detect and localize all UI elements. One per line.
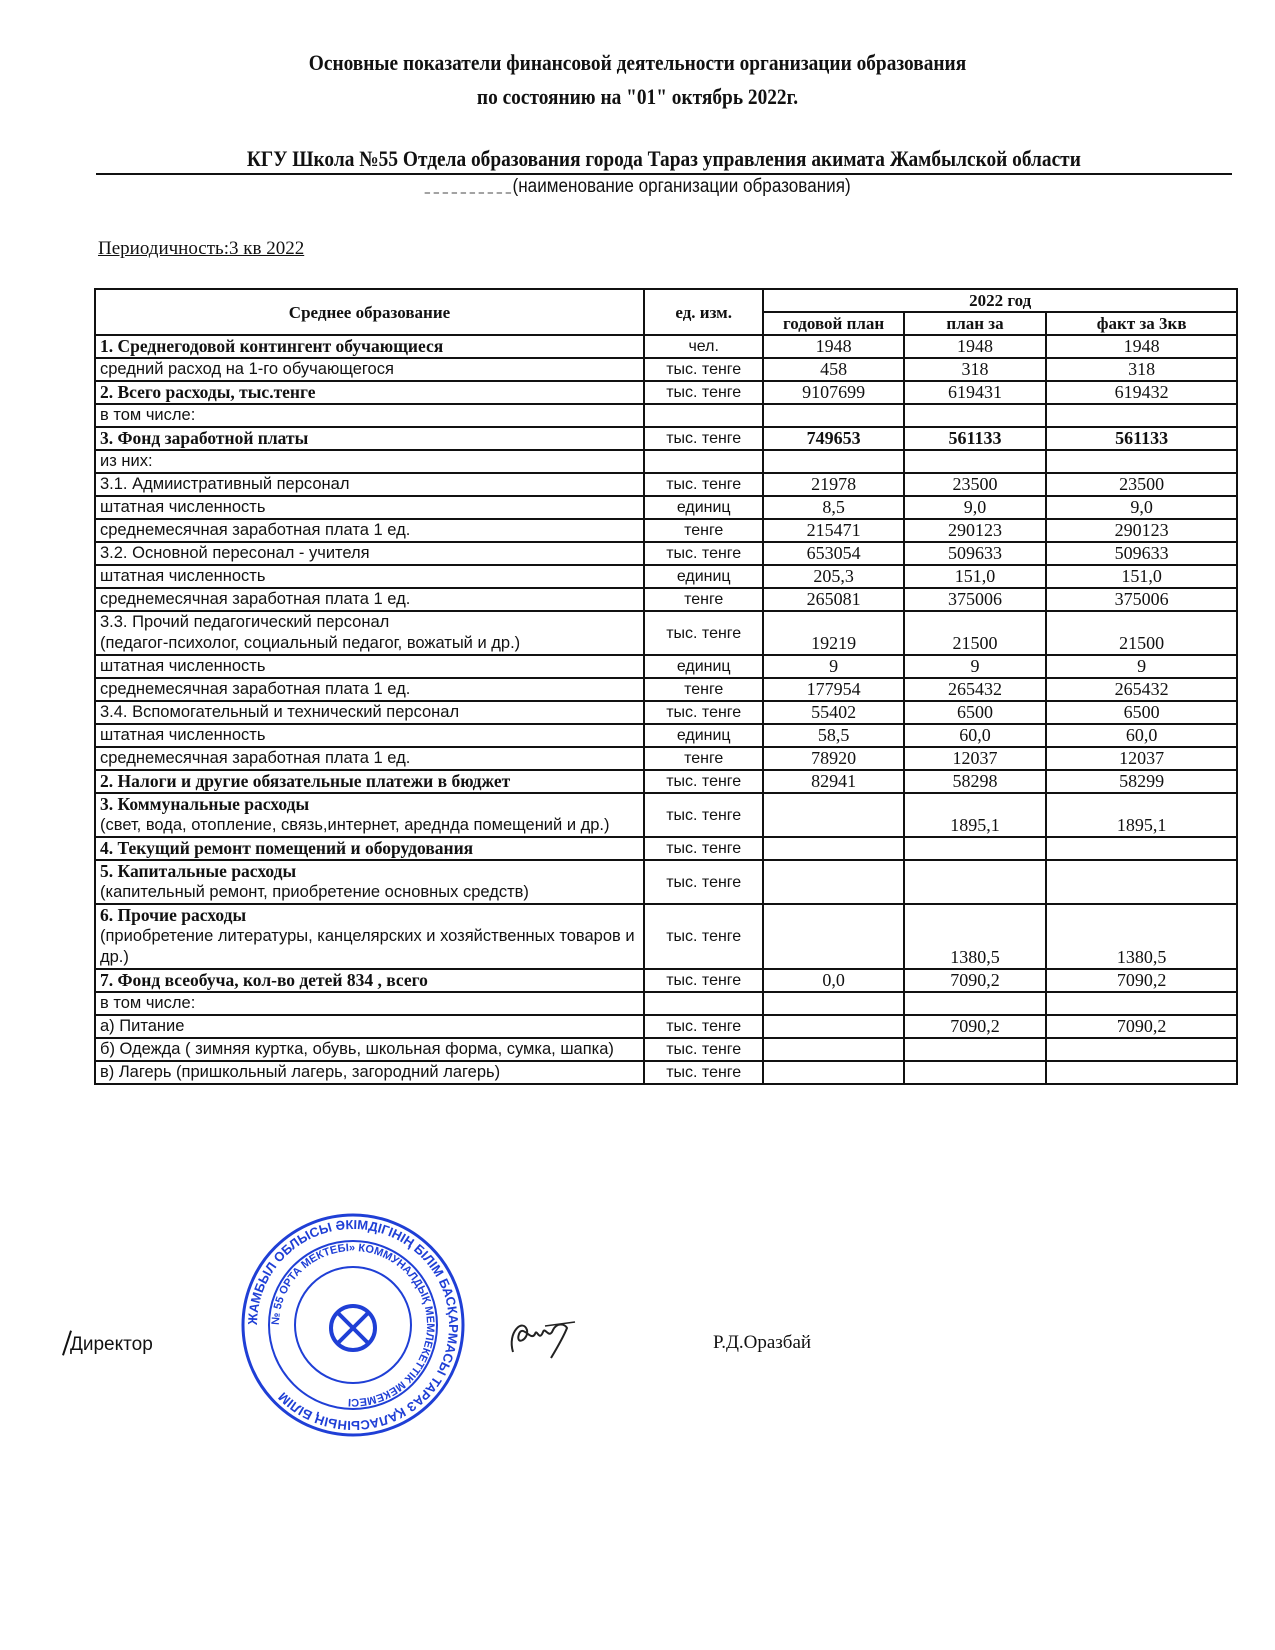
plan-value	[904, 1038, 1046, 1061]
fact-value: 509633	[1046, 542, 1237, 565]
fact-value: 1948	[1046, 335, 1237, 358]
row-label-note: (капительный ремонт, приобретение основных средств)	[100, 883, 529, 901]
row-unit: тыс. тенге	[644, 611, 763, 655]
annual-plan-value: 265081	[763, 588, 903, 611]
fact-value	[1046, 404, 1237, 427]
annual-plan-value	[763, 404, 903, 427]
row-label-text: а) Питание	[100, 1017, 185, 1035]
row-unit: тенге	[644, 519, 763, 542]
official-stamp-icon	[238, 1210, 468, 1440]
row-label	[95, 588, 644, 611]
plan-value: 60,0	[904, 724, 1046, 747]
annual-plan-value: 21978	[763, 473, 903, 496]
row-label-text: из них:	[100, 452, 153, 470]
annual-plan-value: 9	[763, 655, 903, 678]
row-unit: тыс. тенге	[644, 969, 763, 992]
fact-value: 1380,5	[1046, 904, 1237, 969]
table-header-row	[95, 289, 1237, 312]
row-label-text: средний расход на 1-го обучающегося	[100, 360, 394, 378]
stamp-outer-textpath: ЖАМБЫЛ ОБЛЫСЫ ӘКІМДІГІНІҢ БІЛІМ БАСҚАРМАСЫ ТАРАЗ ҚАЛАСЫНЫҢ БІЛІМ	[244, 1216, 462, 1434]
row-unit: чел.	[644, 335, 763, 358]
fact-value: 1895,1	[1046, 793, 1237, 837]
plan-value: 23500	[904, 473, 1046, 496]
row-label	[95, 724, 644, 747]
annual-plan-value: 215471	[763, 519, 903, 542]
row-unit: единиц	[644, 724, 763, 747]
row-unit: единиц	[644, 496, 763, 519]
plan-value: 7090,2	[904, 969, 1046, 992]
fact-value: 7090,2	[1046, 969, 1237, 992]
row-label	[95, 473, 644, 496]
row-label	[95, 611, 644, 655]
table-row	[95, 519, 1237, 542]
row-label-text: среднемесячная заработная плата 1 ед.	[100, 590, 411, 608]
row-label-text: штатная численность	[100, 498, 266, 516]
row-label	[95, 969, 644, 992]
row-label	[95, 837, 644, 860]
row-unit: тыс. тенге	[644, 381, 763, 404]
row-unit: тенге	[644, 678, 763, 701]
row-unit: тыс. тенге	[644, 473, 763, 496]
fact-value: 58299	[1046, 770, 1237, 793]
row-label-text: 3.1. Адмиистративный персонал	[100, 475, 350, 493]
row-label-text: б) Одежда ( зимняя куртка, обувь, школьная форма, сумка, шапка)	[100, 1040, 614, 1058]
plan-value: 561133	[904, 427, 1046, 450]
fact-value: 375006	[1046, 588, 1237, 611]
annual-plan-value: 0,0	[763, 969, 903, 992]
plan-value: 9	[904, 655, 1046, 678]
annual-plan-value	[763, 1061, 903, 1084]
row-unit: тыс. тенге	[644, 860, 763, 904]
row-label-note: (приобретение литературы, канцелярских и хозяйственных товаров и др.)	[100, 927, 635, 966]
fact-value	[1046, 1038, 1237, 1061]
fact-value	[1046, 992, 1237, 1015]
plan-value: 375006	[904, 588, 1046, 611]
plan-value: 21500	[904, 611, 1046, 655]
plan-value: 6500	[904, 701, 1046, 724]
row-label-text: 1. Среднегодовой контингент обучающиеся	[100, 336, 444, 356]
plan-value: 1948	[904, 335, 1046, 358]
plan-value: 1895,1	[904, 793, 1046, 837]
row-label	[95, 335, 644, 358]
table-row	[95, 404, 1237, 427]
annual-plan-value	[763, 1038, 903, 1061]
row-unit: тыс. тенге	[644, 1038, 763, 1061]
organization-caption-text: (наименование организации образования)	[512, 176, 851, 197]
plan-value	[904, 992, 1046, 1015]
row-unit: тыс. тенге	[644, 542, 763, 565]
row-label	[95, 358, 644, 381]
plan-value: 318	[904, 358, 1046, 381]
table-row	[95, 793, 1237, 837]
header-fact-q3: факт за 3кв	[1046, 312, 1237, 335]
fact-value	[1046, 1061, 1237, 1084]
annual-plan-value	[763, 793, 903, 837]
plan-value: 12037	[904, 747, 1046, 770]
row-label-text: среднемесячная заработная плата 1 ед.	[100, 749, 411, 767]
table-body	[95, 335, 1237, 1084]
organization-name	[96, 146, 1232, 175]
row-label	[95, 450, 644, 473]
annual-plan-value: 177954	[763, 678, 903, 701]
row-label-text: в том числе:	[100, 406, 196, 424]
row-unit: тыс. тенге	[644, 837, 763, 860]
table-row	[95, 860, 1237, 904]
plan-value	[904, 450, 1046, 473]
table-row	[95, 724, 1237, 747]
header-plan-for: план за	[904, 312, 1046, 335]
fact-value: 9,0	[1046, 496, 1237, 519]
table-row	[95, 701, 1237, 724]
row-label	[95, 770, 644, 793]
header-unit: ед. изм.	[644, 289, 763, 335]
document-date-line: по состоянию на "01" октябрь 2022г.	[476, 84, 799, 109]
table-row	[95, 655, 1237, 678]
row-unit	[644, 450, 763, 473]
fact-value: 7090,2	[1046, 1015, 1237, 1038]
table-row	[95, 1015, 1237, 1038]
row-label-text: 3.2. Основной пересонал - учителя	[100, 544, 370, 562]
annual-plan-value	[763, 837, 903, 860]
table-row	[95, 542, 1237, 565]
row-unit: тыс. тенге	[644, 358, 763, 381]
table-row	[95, 837, 1237, 860]
row-label-text: 3.4. Вспомогательный и технический персонал	[100, 703, 460, 721]
row-label-text: 3. Фонд заработной платы	[100, 428, 309, 448]
financial-indicators-table	[94, 288, 1238, 1085]
signer-name: Р.Д.Оразбай	[713, 1332, 812, 1353]
row-label	[95, 678, 644, 701]
annual-plan-value: 1948	[763, 335, 903, 358]
plan-value: 1380,5	[904, 904, 1046, 969]
row-label	[95, 404, 644, 427]
annual-plan-value: 8,5	[763, 496, 903, 519]
fact-value: 9	[1046, 655, 1237, 678]
row-label	[95, 655, 644, 678]
scribble-mark	[424, 180, 510, 194]
fact-value: 265432	[1046, 678, 1237, 701]
header-year: 2022 год	[763, 289, 1237, 312]
table-row	[95, 992, 1237, 1015]
table-row	[95, 450, 1237, 473]
row-unit: единиц	[644, 565, 763, 588]
row-label	[95, 496, 644, 519]
plan-value: 509633	[904, 542, 1046, 565]
row-unit: тыс. тенге	[644, 427, 763, 450]
plan-value	[904, 404, 1046, 427]
annual-plan-value: 19219	[763, 611, 903, 655]
row-unit: тыс. тенге	[644, 1015, 763, 1038]
row-label-text: штатная численность	[100, 726, 266, 744]
annual-plan-value: 653054	[763, 542, 903, 565]
row-label-note: (педагог-психолог, социальный педагог, вожатый и др.)	[100, 634, 521, 652]
row-label	[95, 381, 644, 404]
plan-value: 7090,2	[904, 1015, 1046, 1038]
row-label	[95, 1038, 644, 1061]
row-label-text: в) Лагерь (пришкольный лагерь, загородний лагерь)	[100, 1063, 501, 1081]
fact-value	[1046, 860, 1237, 904]
row-label-text: 3.3. Прочий педагогический персонал	[100, 613, 390, 631]
fact-value: 21500	[1046, 611, 1237, 655]
table-row	[95, 381, 1237, 404]
fact-value: 561133	[1046, 427, 1237, 450]
row-label-text: штатная численность	[100, 657, 266, 675]
table-row	[95, 335, 1237, 358]
plan-value: 265432	[904, 678, 1046, 701]
row-label-text: 4. Текущий ремонт помещений и оборудования	[100, 838, 474, 858]
signature-icon	[505, 1312, 585, 1362]
annual-plan-value: 82941	[763, 770, 903, 793]
annual-plan-value	[763, 1015, 903, 1038]
stamp-inner-textpath: № 55 ОРТА МЕКТЕБІ» КОММУНАЛДЫҚ МЕМЛЕКЕТТІК МЕКЕМЕСІ	[269, 1241, 437, 1409]
table-row	[95, 588, 1237, 611]
row-label	[95, 519, 644, 542]
fact-value: 290123	[1046, 519, 1237, 542]
plan-value	[904, 837, 1046, 860]
document-title: Основные показатели финансовой деятельности организации образования	[308, 50, 967, 75]
annual-plan-value: 78920	[763, 747, 903, 770]
annual-plan-value: 749653	[763, 427, 903, 450]
fact-value: 12037	[1046, 747, 1237, 770]
fact-value: 151,0	[1046, 565, 1237, 588]
row-label-text: в том числе:	[100, 994, 196, 1012]
fact-value	[1046, 450, 1237, 473]
annual-plan-value: 458	[763, 358, 903, 381]
fact-value: 619432	[1046, 381, 1237, 404]
row-unit: тенге	[644, 747, 763, 770]
row-label	[95, 904, 644, 969]
table-row	[95, 611, 1237, 655]
annual-plan-value: 9107699	[763, 381, 903, 404]
table-row	[95, 969, 1237, 992]
table-row	[95, 427, 1237, 450]
plan-value: 58298	[904, 770, 1046, 793]
table-row	[95, 358, 1237, 381]
fact-value: 23500	[1046, 473, 1237, 496]
row-label-text: 3. Коммунальные расходы	[100, 794, 310, 814]
row-label	[95, 1015, 644, 1038]
header-section: Среднее образование	[95, 289, 644, 335]
annual-plan-value: 205,3	[763, 565, 903, 588]
row-label	[95, 860, 644, 904]
row-label-text: 6. Прочие расходы	[100, 905, 247, 925]
row-unit: тыс. тенге	[644, 701, 763, 724]
row-label	[95, 747, 644, 770]
row-unit: тыс. тенге	[644, 770, 763, 793]
row-label-text: 7. Фонд всеобуча, кол-во детей 834 , всего	[100, 970, 428, 990]
row-unit: тыс. тенге	[644, 904, 763, 969]
table-row	[95, 1061, 1237, 1084]
row-label-text: 5. Капитальные расходы	[100, 861, 297, 881]
table-row	[95, 678, 1237, 701]
fact-value: 318	[1046, 358, 1237, 381]
row-label-text: среднемесячная заработная плата 1 ед.	[100, 680, 411, 698]
row-unit: тыс. тенге	[644, 793, 763, 837]
row-label-text: штатная численность	[100, 567, 266, 585]
row-label	[95, 565, 644, 588]
row-label-text: среднемесячная заработная плата 1 ед.	[100, 521, 411, 539]
annual-plan-value: 55402	[763, 701, 903, 724]
row-label-text: 2. Налоги и другие обязательные платежи в бюджет	[100, 771, 511, 791]
table-row	[95, 565, 1237, 588]
row-unit: единиц	[644, 655, 763, 678]
annual-plan-value: 58,5	[763, 724, 903, 747]
header-annual-plan: годовой план	[763, 312, 903, 335]
plan-value: 151,0	[904, 565, 1046, 588]
plan-value: 619431	[904, 381, 1046, 404]
organization-name-text: КГУ Школа №55 Отдела образования города Тараз управления акимата Жамбылской области	[247, 146, 1081, 171]
organization-caption	[64, 176, 1212, 198]
row-label-text: 2. Всего расходы, тыс.тенге	[100, 382, 316, 402]
row-label	[95, 542, 644, 565]
annual-plan-value	[763, 860, 903, 904]
plan-value	[904, 860, 1046, 904]
plan-value: 9,0	[904, 496, 1046, 519]
row-unit: тыс. тенге	[644, 1061, 763, 1084]
table-row	[95, 473, 1237, 496]
row-label	[95, 1061, 644, 1084]
annual-plan-value	[763, 992, 903, 1015]
fact-value: 6500	[1046, 701, 1237, 724]
signature-block	[0, 1216, 1275, 1520]
row-label-note: (свет, вода, отопление, связь,интернет, ареднда помещений и др.)	[100, 816, 610, 834]
table-row	[95, 496, 1237, 519]
annual-plan-value	[763, 450, 903, 473]
plan-value: 290123	[904, 519, 1046, 542]
table-row	[95, 1038, 1237, 1061]
annual-plan-value	[763, 904, 903, 969]
row-label	[95, 793, 644, 837]
row-unit: тенге	[644, 588, 763, 611]
table-row	[95, 770, 1237, 793]
row-label	[95, 427, 644, 450]
fact-value	[1046, 837, 1237, 860]
table-row	[95, 904, 1237, 969]
row-label	[95, 992, 644, 1015]
row-unit	[644, 404, 763, 427]
plan-value	[904, 1061, 1046, 1084]
fact-value: 60,0	[1046, 724, 1237, 747]
row-label	[95, 701, 644, 724]
stamp-emblem-ring	[295, 1267, 411, 1383]
row-unit	[644, 992, 763, 1015]
director-label: Директор	[66, 1330, 153, 1356]
table-row	[95, 747, 1237, 770]
periodicity-label: Периодичность:3 кв 2022	[98, 238, 305, 259]
